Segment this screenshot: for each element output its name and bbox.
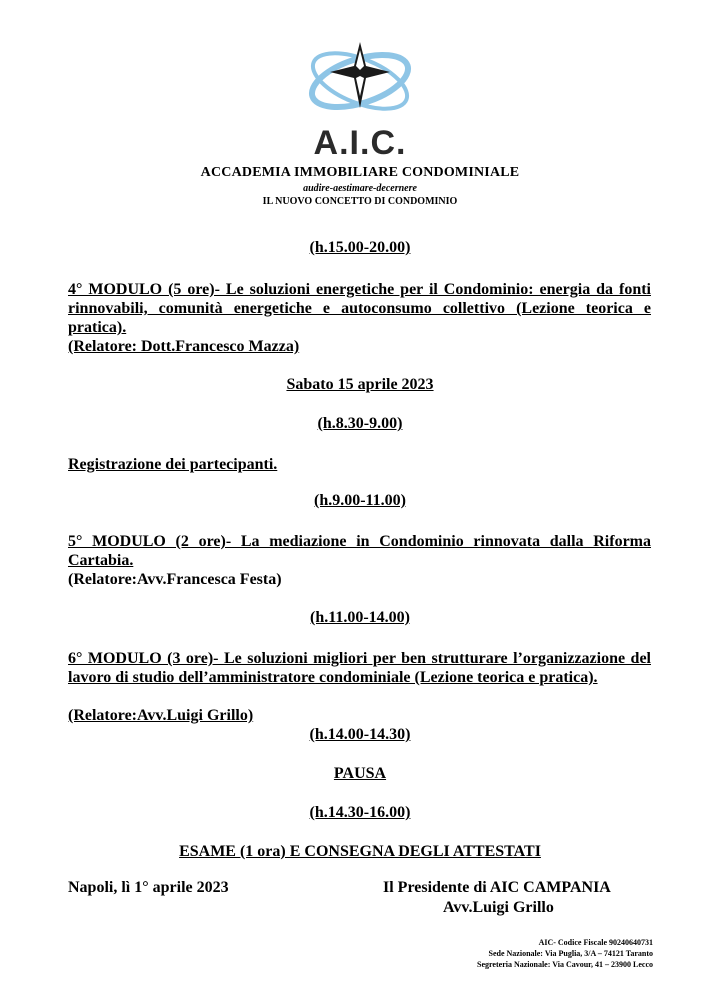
- module-5-description: 5° MODULO (2 ore)- La mediazione in Condominio rinnovata dalla Riforma Cartabia.: [68, 533, 651, 569]
- date-heading: Sabato 15 aprile 2023: [286, 376, 434, 393]
- module-6-speaker: (Relatore:Avv.Luigi Grillo): [68, 707, 254, 724]
- exam-heading: ESAME (1 ora) E CONSEGNA DEGLI ATTESTATI: [179, 843, 541, 860]
- time-slot: (h.9.00-11.00): [314, 492, 406, 509]
- org-tagline: IL NUOVO CONCETTO DI CONDOMINIO: [262, 196, 458, 207]
- time-slot: (h.11.00-14.00): [310, 609, 410, 626]
- module-6-description: 6° MODULO (3 ore)- Le soluzioni migliori per ben strutturare l’organizzazione del lavoro di studio dell’amministratore condominiale (Lezione teorica e pratica).: [68, 650, 651, 686]
- footer-tax-code: AIC- Codice Fiscale 90240640731: [538, 938, 653, 947]
- time-slot: (h.14.00-14.30): [309, 726, 411, 743]
- aic-logo-icon: [300, 36, 420, 126]
- module-4-speaker: (Relatore: Dott.Francesco Mazza): [68, 338, 300, 355]
- footer-info: [477, 937, 653, 970]
- president-role: Il Presidente di AIC CAMPANIA: [383, 879, 611, 896]
- president-name: Avv.Luigi Grillo: [443, 899, 554, 916]
- footer-secretariat: Segreteria Nazionale: Via Cavour, 41 – 23900 Lecco: [477, 960, 653, 969]
- org-motto: audire-aestimare-decernere: [303, 183, 417, 194]
- registration-item: Registrazione dei partecipanti.: [68, 456, 278, 473]
- org-acronym: A.I.C.: [313, 124, 407, 162]
- org-full-name: ACCADEMIA IMMOBILIARE CONDOMINIALE: [200, 165, 520, 180]
- module-5-speaker: (Relatore:Avv.Francesca Festa): [68, 571, 282, 588]
- time-slot: (h.15.00-20.00): [309, 239, 411, 256]
- time-slot: (h.8.30-9.00): [317, 415, 403, 432]
- pause-label: PAUSA: [333, 765, 387, 782]
- time-slot: (h.14.30-16.00): [309, 804, 411, 821]
- footer-national-office: Sede Nazionale: Via Puglia, 3/A – 74121 Taranto: [488, 949, 653, 958]
- place-date: Napoli, lì 1° aprile 2023: [68, 879, 229, 896]
- module-4-description: 4° MODULO (5 ore)- Le soluzioni energetiche per il Condominio: energia da fonti rinnovabili, comunità energetiche e autoconsumo collettivo (Lezione teorica e pratica).: [68, 281, 651, 336]
